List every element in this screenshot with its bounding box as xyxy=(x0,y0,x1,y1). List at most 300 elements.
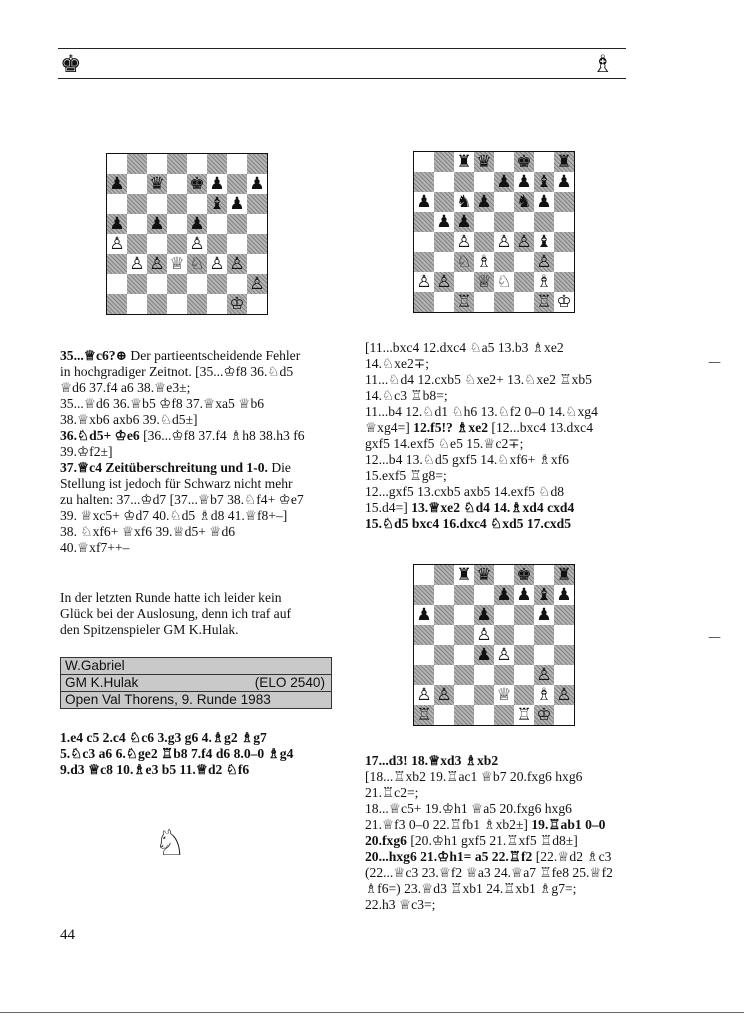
board-square xyxy=(454,152,474,172)
board-square xyxy=(474,685,494,705)
annotation-run: 14.♘xe2∓; xyxy=(365,356,429,371)
board-square xyxy=(474,192,494,212)
annotation-run: 38.♕xb6 axb6 39.♘d5±] xyxy=(60,412,198,427)
annotation-run: 38. ♘xf6+ ♕xf6 39.♕d5+ ♕d6 xyxy=(60,524,236,539)
board-square xyxy=(434,212,454,232)
annotation-line xyxy=(365,500,627,516)
annotation-line xyxy=(365,388,627,404)
board-square xyxy=(534,585,554,605)
board-square xyxy=(474,665,494,685)
annotation-run: 11...b4 12.♘d1 ♘h6 13.♘f2 0–0 14.♘xg4 xyxy=(365,404,598,419)
board-square xyxy=(534,645,554,665)
annotation-right-bottom xyxy=(365,753,627,913)
board-square xyxy=(147,234,167,254)
board-square xyxy=(554,625,574,645)
board-square xyxy=(554,152,574,172)
board-square xyxy=(474,252,494,272)
board-square xyxy=(247,274,267,294)
annotation-run: 20...hxg6 21.♔h1= a5 22.♖f2 xyxy=(365,849,533,864)
chess-piece: ♙ xyxy=(536,665,552,685)
board-square xyxy=(494,212,514,232)
intro-line: den Spitzenspieler GM K.Hulak. xyxy=(60,622,239,637)
board-square xyxy=(474,272,494,292)
annotation-run: (22...♕c3 23.♕f2 ♕a3 24.♕a7 ♖fe8 25.♕f2 xyxy=(365,865,613,880)
board-square xyxy=(107,254,127,274)
board-square xyxy=(494,585,514,605)
board-square xyxy=(434,272,454,292)
board-square xyxy=(494,292,514,312)
annotation-run: 15.d4=] xyxy=(365,500,412,515)
board-square xyxy=(534,665,554,685)
event xyxy=(61,692,331,708)
white-player xyxy=(61,658,331,675)
board-square xyxy=(147,194,167,214)
board-square xyxy=(494,252,514,272)
board-square xyxy=(127,194,147,214)
annotation-run: 12...b4 13.♘d5 gxf5 14.♘xf6+ ♗xf6 xyxy=(365,452,569,467)
board-square xyxy=(207,234,227,254)
board-square xyxy=(474,705,494,725)
annotation-run: Stellung ist jedoch für Schwarz nicht mehr xyxy=(60,476,293,491)
board-square xyxy=(167,154,187,174)
moves-line: 1.e4 c5 2.c4 ♘c6 3.g3 g6 4.♗g2 ♗g7 xyxy=(60,730,267,745)
board-square xyxy=(454,252,474,272)
board-square xyxy=(514,645,534,665)
board-square xyxy=(494,232,514,252)
board-square xyxy=(434,665,454,685)
intro-line: In der letzten Runde hatte ich leider kein xyxy=(60,590,282,605)
chess-piece: ♜ xyxy=(456,565,472,585)
board-square xyxy=(227,174,247,194)
board-square xyxy=(414,212,434,232)
board-square xyxy=(494,665,514,685)
board-square xyxy=(414,685,434,705)
board-square xyxy=(414,705,434,725)
board-square xyxy=(167,274,187,294)
board-square xyxy=(474,605,494,625)
board-square xyxy=(247,234,267,254)
board-square xyxy=(534,152,554,172)
chess-piece: ♟ xyxy=(149,214,165,234)
board-square xyxy=(494,685,514,705)
chess-piece: ♙ xyxy=(436,272,452,292)
board-square xyxy=(534,172,554,192)
board-square xyxy=(534,252,554,272)
board-square xyxy=(187,154,207,174)
board-square xyxy=(107,194,127,214)
annotation-run: 15.exf5 ♖g8=; xyxy=(365,468,447,483)
annotation-line xyxy=(365,340,627,356)
board-square xyxy=(534,232,554,252)
chess-piece: ♖ xyxy=(416,705,432,725)
board-square xyxy=(494,192,514,212)
board-square xyxy=(434,292,454,312)
chess-piece: ♟ xyxy=(476,192,492,212)
board-square xyxy=(187,234,207,254)
board-square xyxy=(494,605,514,625)
annotation-line xyxy=(365,372,627,388)
annotation-line xyxy=(60,524,328,540)
board-square xyxy=(207,294,227,314)
annotation-line xyxy=(365,452,627,468)
board-square xyxy=(554,192,574,212)
board-square xyxy=(554,645,574,665)
board-square xyxy=(207,254,227,274)
annotation-line xyxy=(60,476,328,492)
board-square xyxy=(474,232,494,252)
chess-piece: ♟ xyxy=(109,174,125,194)
chess-piece: ♙ xyxy=(436,685,452,705)
annotation-line xyxy=(365,484,627,500)
chess-piece: ♜ xyxy=(556,565,572,585)
board-square xyxy=(554,252,574,272)
annotation-line xyxy=(60,428,328,444)
board-square xyxy=(474,152,494,172)
board-square xyxy=(167,294,187,314)
board-square xyxy=(227,194,247,214)
annotation-run: 39.♔f2±] xyxy=(60,444,113,459)
board-square xyxy=(127,154,147,174)
annotation-run: in hochgradiger Zeitnot. [35...♔f8 36.♘d5 xyxy=(60,364,294,379)
annotation-run: 18...♕c5+ 19.♔h1 ♕a5 20.fxg6 hxg6 xyxy=(365,801,572,816)
board-square xyxy=(247,254,267,274)
board-square xyxy=(514,192,534,212)
chess-piece: ♙ xyxy=(129,254,145,274)
board-square xyxy=(227,274,247,294)
annotation-run: ♗f6=) 23.♕d3 ♖xb1 24.♖xb1 ♗g7=; xyxy=(365,881,577,896)
annotation-run: ♕xg4=] xyxy=(365,420,414,435)
board-square xyxy=(147,254,167,274)
board-square xyxy=(167,254,187,274)
board-square xyxy=(434,565,454,585)
chess-piece: ♟ xyxy=(476,605,492,625)
board-square xyxy=(454,685,474,705)
annotation-line xyxy=(365,468,627,484)
board-square xyxy=(227,254,247,274)
intro-line: Glück bei der Auslosung, denn ich traf auf xyxy=(60,606,292,621)
board-square xyxy=(494,172,514,192)
board-square xyxy=(127,234,147,254)
annotation-line xyxy=(60,396,328,412)
board-square xyxy=(414,645,434,665)
moves-line: 9.d3 ♕c8 10.♗e3 b5 11.♕d2 ♘f6 xyxy=(60,762,250,777)
annotation-line xyxy=(365,420,627,436)
game-header-box xyxy=(60,657,332,709)
board-square xyxy=(554,172,574,192)
board-square xyxy=(454,292,474,312)
chess-piece: ♛ xyxy=(476,152,492,172)
elo-rating: (ELO 2540) xyxy=(254,675,325,690)
chess-piece: ♘ xyxy=(456,252,472,272)
board-square xyxy=(434,192,454,212)
chess-piece: ♗ xyxy=(536,685,552,705)
chess-piece: ♟ xyxy=(556,172,572,192)
annotation-run: [22.♕d2 ♗c3 xyxy=(532,849,612,864)
annotation-run: 12.f5!? ♗xe2 xyxy=(413,420,489,435)
annotation-run: 11...♘d4 12.cxb5 ♘xe2+ 13.♘xe2 ♖xb5 xyxy=(365,372,592,387)
board-square xyxy=(187,294,207,314)
board-square xyxy=(207,214,227,234)
board-square xyxy=(167,214,187,234)
board-square xyxy=(414,272,434,292)
board-square xyxy=(454,585,474,605)
board-square xyxy=(127,254,147,274)
board-square xyxy=(454,665,474,685)
board-square xyxy=(514,605,534,625)
annotation-line xyxy=(365,849,627,865)
board-square xyxy=(454,705,474,725)
margin-mark: — xyxy=(708,630,721,645)
chess-piece: ♚ xyxy=(516,152,532,172)
annotation-line xyxy=(60,540,328,556)
board-square xyxy=(187,274,207,294)
board-square xyxy=(434,252,454,272)
bishop-icon: ♗ xyxy=(592,50,614,78)
board-square xyxy=(414,605,434,625)
annotation-line xyxy=(60,508,328,524)
chess-piece: ♟ xyxy=(436,212,452,232)
board-square xyxy=(514,172,534,192)
chess-piece: ♔ xyxy=(536,705,552,725)
margin-mark: — xyxy=(708,355,721,370)
board-square xyxy=(414,152,434,172)
board-square xyxy=(474,172,494,192)
chess-piece: ♙ xyxy=(476,625,492,645)
board-square xyxy=(514,292,534,312)
board-square xyxy=(474,212,494,232)
annotation-line xyxy=(60,364,328,380)
opening-moves xyxy=(60,730,328,778)
board-square xyxy=(414,292,434,312)
chess-piece: ♖ xyxy=(516,705,532,725)
chess-piece: ♝ xyxy=(209,194,225,214)
chess-piece: ♔ xyxy=(229,294,245,314)
board-square xyxy=(434,685,454,705)
chess-piece: ♚ xyxy=(516,565,532,585)
annotation-run: 22.h3 ♕c3=; xyxy=(365,897,436,912)
board-square xyxy=(187,174,207,194)
chess-piece: ♜ xyxy=(456,152,472,172)
board-square xyxy=(434,605,454,625)
board-square xyxy=(454,212,474,232)
chess-piece: ♝ xyxy=(536,232,552,252)
chess-piece: ♙ xyxy=(456,232,472,252)
board-square xyxy=(227,214,247,234)
annotation-line xyxy=(365,404,627,420)
board-square xyxy=(167,194,187,214)
board-square xyxy=(454,172,474,192)
chess-piece: ♟ xyxy=(536,192,552,212)
annotation-run: [20.♔h1 gxf5 21.♖xf5 ♖d8±] xyxy=(406,833,578,848)
annotation-line xyxy=(60,380,328,396)
chess-piece: ♙ xyxy=(209,254,225,274)
board-square xyxy=(474,292,494,312)
board-square xyxy=(474,585,494,605)
board-square xyxy=(534,192,554,212)
chess-piece: ♟ xyxy=(416,192,432,212)
board-square xyxy=(514,232,534,252)
chess-piece: ♔ xyxy=(556,292,572,312)
board-square xyxy=(434,232,454,252)
board-square xyxy=(127,174,147,194)
board-square xyxy=(187,214,207,234)
board-square xyxy=(554,292,574,312)
board-square xyxy=(454,625,474,645)
board-square xyxy=(167,234,187,254)
annotation-line xyxy=(365,817,627,833)
chess-piece: ♙ xyxy=(249,274,265,294)
board-square xyxy=(147,294,167,314)
board-square xyxy=(167,174,187,194)
chess-diagram-2 xyxy=(413,151,575,313)
board-square xyxy=(514,272,534,292)
board-square xyxy=(534,605,554,625)
board-square xyxy=(514,665,534,685)
annotation-line xyxy=(60,412,328,428)
annotation-line xyxy=(365,769,627,785)
board-square xyxy=(554,705,574,725)
board-square xyxy=(414,172,434,192)
board-square xyxy=(434,585,454,605)
chess-piece: ♙ xyxy=(516,232,532,252)
board-square xyxy=(494,272,514,292)
annotation-line xyxy=(60,492,328,508)
board-square xyxy=(454,192,474,212)
board-square xyxy=(434,172,454,192)
board-square xyxy=(454,232,474,252)
board-square xyxy=(514,585,534,605)
annotation-run: 39. ♕xc5+ ♔d7 40.♘d5 ♗d8 41.♕f8+–] xyxy=(60,508,288,523)
board-square xyxy=(107,214,127,234)
board-square xyxy=(414,585,434,605)
board-square xyxy=(514,152,534,172)
annotation-line xyxy=(365,785,627,801)
board-square xyxy=(494,565,514,585)
board-square xyxy=(494,645,514,665)
board-square xyxy=(207,174,227,194)
board-square xyxy=(227,294,247,314)
annotation-run: 21.♖c2=; xyxy=(365,785,419,800)
board-square xyxy=(147,214,167,234)
chess-piece: ♟ xyxy=(229,194,245,214)
board-square xyxy=(554,685,574,705)
chess-piece: ♙ xyxy=(496,232,512,252)
chess-piece: ♟ xyxy=(109,214,125,234)
board-square xyxy=(554,212,574,232)
board-square xyxy=(554,565,574,585)
board-square xyxy=(207,274,227,294)
chess-piece: ♖ xyxy=(536,292,552,312)
chess-piece: ♟ xyxy=(456,212,472,232)
board-square xyxy=(434,152,454,172)
chess-piece: ♙ xyxy=(556,685,572,705)
header-rule xyxy=(58,48,626,49)
annotation-right-top xyxy=(365,340,627,532)
board-square xyxy=(247,214,267,234)
board-square xyxy=(227,234,247,254)
board-square xyxy=(107,154,127,174)
chess-piece: ♟ xyxy=(556,585,572,605)
black-player xyxy=(61,675,331,692)
board-square xyxy=(187,194,207,214)
chess-diagram-3 xyxy=(413,564,575,726)
board-square xyxy=(534,565,554,585)
annotation-run: 19.♖ab1 0–0 xyxy=(531,817,606,832)
chess-piece: ♜ xyxy=(556,152,572,172)
chess-piece: ♟ xyxy=(189,214,205,234)
board-square xyxy=(147,174,167,194)
annotation-run: 20.fxg6 xyxy=(365,833,407,848)
annotation-line xyxy=(365,833,627,849)
chess-piece: ♟ xyxy=(516,172,532,192)
board-square xyxy=(247,294,267,314)
board-square xyxy=(474,565,494,585)
board-square xyxy=(147,274,167,294)
board-square xyxy=(554,585,574,605)
board-square xyxy=(454,605,474,625)
annotation-run: ♕d6 37.f4 a6 38.♕e3±; xyxy=(60,380,191,395)
annotation-run: Der partieentscheidende Fehler xyxy=(127,348,301,363)
board-square xyxy=(554,232,574,252)
board-square xyxy=(434,705,454,725)
board-square xyxy=(534,625,554,645)
board-square xyxy=(514,705,534,725)
chess-piece: ♕ xyxy=(169,254,185,274)
board-square xyxy=(414,252,434,272)
board-square xyxy=(207,194,227,214)
board-square xyxy=(454,272,474,292)
board-square xyxy=(514,625,534,645)
board-square xyxy=(534,212,554,232)
board-square xyxy=(494,625,514,645)
chess-piece: ♙ xyxy=(189,234,205,254)
annotation-run: [36...♔f8 37.f4 ♗h8 38.h3 f6 xyxy=(139,428,305,443)
footer-rule xyxy=(0,1012,744,1013)
chess-piece: ♙ xyxy=(109,234,125,254)
board-square xyxy=(534,272,554,292)
chess-piece: ♟ xyxy=(516,585,532,605)
annotation-line xyxy=(365,753,627,769)
board-square xyxy=(494,152,514,172)
chess-piece: ♟ xyxy=(496,172,512,192)
board-square xyxy=(414,192,434,212)
annotation-run: 12...gxf5 13.cxb5 axb5 14.exf5 ♘d8 xyxy=(365,484,565,499)
annotation-run: 36.♘d5+ ♔e6 xyxy=(60,428,140,443)
annotation-run: [11...bxc4 12.dxc4 ♘a5 13.b3 ♗xe2 xyxy=(365,340,564,355)
board-square xyxy=(107,294,127,314)
board-square xyxy=(434,645,454,665)
annotation-line xyxy=(365,897,627,913)
board-square xyxy=(534,292,554,312)
chess-piece: ♞ xyxy=(516,192,532,212)
annotation-run: zu halten: 37...♔d7 [37...♕b7 38.♘f4+ ♔e7 xyxy=(60,492,304,507)
annotation-run: 35...♕c6?⊕ xyxy=(60,348,127,363)
board-square xyxy=(514,212,534,232)
board-square xyxy=(474,645,494,665)
knight-icon: ♘ xyxy=(154,823,187,864)
board-square xyxy=(414,665,434,685)
chess-piece: ♙ xyxy=(536,252,552,272)
board-square xyxy=(454,565,474,585)
board-square xyxy=(414,232,434,252)
chess-piece: ♙ xyxy=(416,272,432,292)
board-square xyxy=(247,154,267,174)
board-square xyxy=(414,625,434,645)
board-square xyxy=(554,665,574,685)
board-square xyxy=(554,605,574,625)
board-square xyxy=(187,254,207,274)
board-square xyxy=(534,705,554,725)
